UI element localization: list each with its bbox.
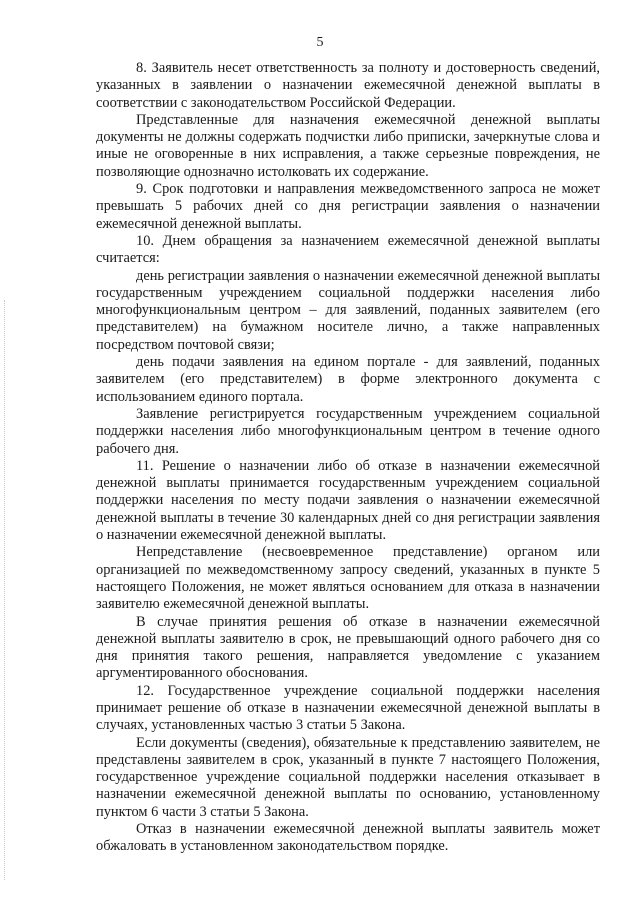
paragraph-10: 10. Днем обращения за назначением ежемесячной денежной выплаты считается: — [96, 232, 600, 267]
paragraph-8: 8. Заявитель несет ответственность за полноту и достоверность сведений, указанных в заявлении о назначении ежемесячной денежной выплаты в соответствии с законодательством Российской Федерации. — [96, 60, 600, 111]
document-body — [96, 60, 600, 856]
paragraph-appeal: Отказ в назначении ежемесячной денежной выплаты заявитель может обжаловать в установленном законодательством порядке. — [96, 821, 600, 855]
scan-margin-marks — [4, 300, 7, 880]
paragraph-12-missing-documents: Если документы (сведения), обязательные к представлению заявителем, не представлены заявителем в срок, указанный в пункте 7 настоящего Положения, государственное учреждение социальной поддержки населения отказывает в назначении ежемесячной денежной выплаты по основанию, установленному пунктом 6 части 3 статьи 5 Закона. — [96, 734, 600, 820]
page-number: 5 — [316, 35, 324, 50]
paragraph-12: 12. Государственное учреждение социальной поддержки населения принимает решение об отказе в назначении ежемесячной денежной выплаты в случаях, установленных частью 3 статьи 5 Закона. — [96, 682, 600, 734]
paragraph-10-portal-submission: день подачи заявления на едином портале - для заявлений, поданных заявителем (его представителем) в форме электронного документа с использованием единого портала. — [96, 354, 600, 405]
paragraph-11-refusal-notice: В случае принятия решения об отказе в назначении ежемесячной денежной выплаты заявителю в срок, не превышающий одного рабочего дня со дня принятия такого решения, направляется уведомление с указанием аргументированного обоснования. — [96, 613, 600, 682]
paragraph-9: 9. Срок подготовки и направления межведомственного запроса не может превышать 5 рабочих дней со дня регистрации заявления о назначении ежемесячной денежной выплаты. — [96, 181, 600, 232]
paragraph-11: 11. Решение о назначении либо об отказе в назначении ежемесячной денежной выплаты принимается государственным учреждением социальной поддержки населения по месту подачи заявления о назначении ежемесячной денежной выплаты в течение 30 календарных дней со дня регистрации заявления о назначении ежемесячной денежной выплаты. — [96, 457, 600, 544]
paragraph-registration: Заявление регистрируется государственным учреждением социальной поддержки населения либо многофункциональным центром в течение одного рабочего дня. — [96, 405, 600, 457]
paragraph-11-non-submission: Непредставление (несвоевременное представление) органом или организацией по межведомственному запросу сведений, указанных в пункте 5 настоящего Положения, не может являться основанием для отказа в назначении заявителю ежемесячной денежной выплаты. — [96, 544, 600, 613]
paragraph-documents-requirements: Представленные для назначения ежемесячной денежной выплаты документы не должны содержать подчистки либо приписки, зачеркнутые слова и иные не оговоренные в них исправления, а также серьезные повреждения, не позволяющие однозначно истолковать их содержание. — [96, 111, 600, 180]
paragraph-10-paper-submission: день регистрации заявления о назначении ежемесячной денежной выплаты государственным учреждением социальной поддержки населения либо многофункциональным центром – для заявлений, поданных заявителем (его представителем) на бумажном носителе лично, а также направленных посредством почтовой связи; — [96, 267, 600, 353]
